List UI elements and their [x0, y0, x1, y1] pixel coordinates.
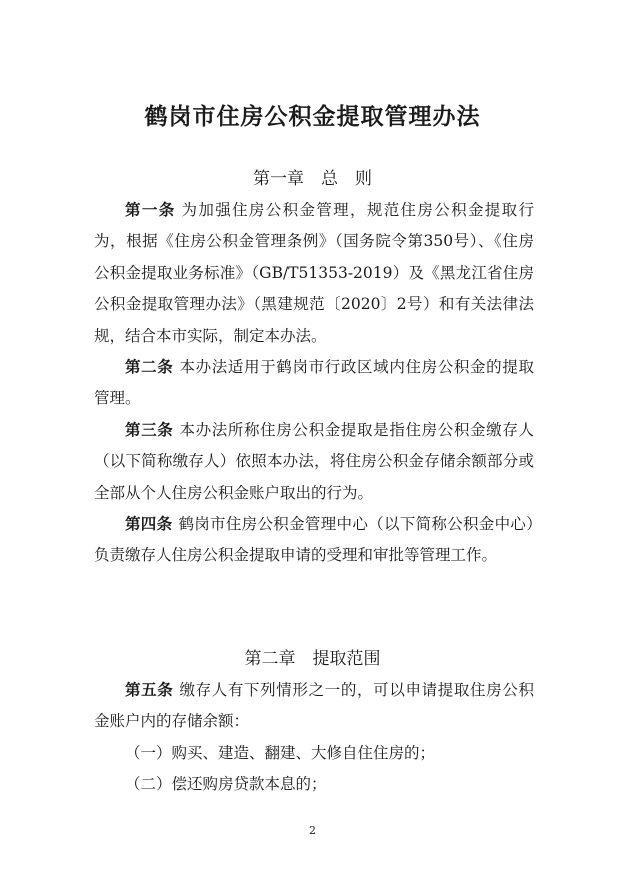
document-title: 鹤岗市住房公积金提取管理办法 — [144, 104, 481, 130]
article-text: 本办法所称住房公积金提取是指住房公积金缴存人（以下简称缴存人）依照本办法，将住房公积金存储余额部分或全部从个人住房公积金账户取出的行为。 — [94, 421, 534, 502]
article-text: 鹤岗市住房公积金管理中心（以下简称公积金中心）负责缴存人住房公积金提取申请的受理和审批等管理工作。 — [94, 515, 534, 565]
article-text: 缴存人有下列情形之一的，可以申请提取住房公积金账户内的存储余额： — [94, 681, 534, 731]
article-3 — [94, 415, 534, 509]
article-1 — [94, 195, 534, 352]
chapter-heading-2: 第二章 提取范围 — [244, 649, 381, 669]
article-label: 第五条 — [125, 681, 174, 699]
article-label: 第三条 — [125, 421, 174, 439]
article-label: 第四条 — [125, 515, 173, 533]
article-text: 本办法适用于鹤岗市行政区域内住房公积金的提取管理。 — [94, 358, 534, 408]
list-item: （二）偿还购房贷款本息的； — [125, 775, 327, 793]
article-label: 第二条 — [125, 358, 174, 376]
article-2 — [94, 352, 534, 415]
page-number: 2 — [309, 824, 316, 837]
article-5 — [94, 675, 534, 738]
article-label: 第一条 — [125, 201, 176, 219]
article-text: 为加强住房公积金管理，规范住房公积金提取行为，根据《住房公积金管理条例》（国务院令第350号）、《住房公积金提取业务标准》（GB/T51353-2019）及《黑龙江省住房公积金提取管理办法》（黑建规范〔2020〕2号）和有关法律法规，结合本市实际，制定本办法。 — [94, 201, 534, 345]
list-item: （一）购买、建造、翻建、大修自住住房的； — [125, 744, 436, 762]
chapter-heading-1: 第一章 总 则 — [253, 169, 372, 189]
article-4 — [94, 509, 534, 572]
